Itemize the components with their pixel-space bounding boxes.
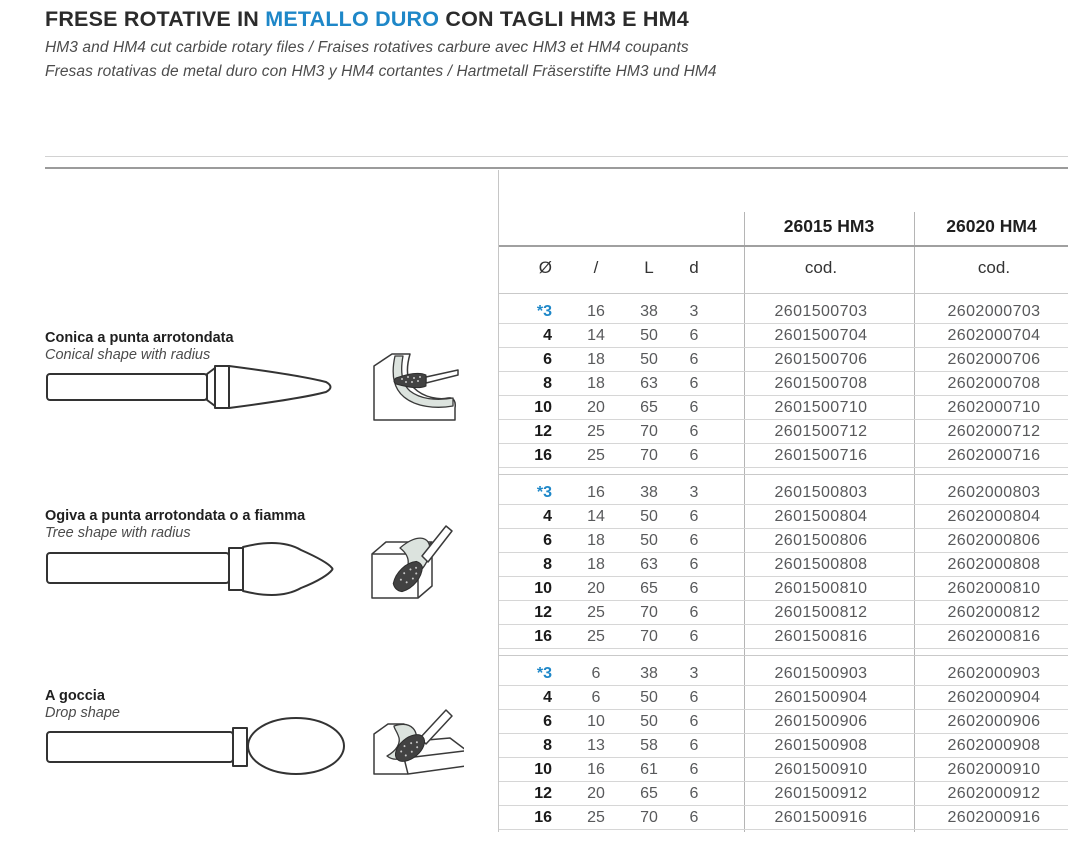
table-row xyxy=(499,481,1068,505)
cell-shank-diameter: 6 xyxy=(689,556,699,573)
title-suffix: CON TAGLI HM3 E HM4 xyxy=(439,7,689,31)
cell-shank-diameter: 6 xyxy=(689,327,699,344)
product-desc-tree: Tree shape with radius xyxy=(45,525,191,541)
cell-cut: 13 xyxy=(587,737,605,754)
table-row xyxy=(499,806,1068,830)
cell-diameter: 12 xyxy=(534,604,552,621)
cell-code-hm4: 2602000816 xyxy=(947,628,1041,645)
cell-diameter: 8 xyxy=(543,375,552,392)
cell-length: 70 xyxy=(640,628,658,645)
table-row xyxy=(499,300,1068,324)
burr-collar xyxy=(233,728,247,766)
cell-cut: 18 xyxy=(587,351,605,368)
cell-diameter: *3 xyxy=(536,484,552,501)
cell-code-hm4: 2602000908 xyxy=(947,737,1041,754)
cell-cut: 14 xyxy=(587,327,605,344)
cell-cut: 6 xyxy=(591,689,601,706)
col-header-shank: d xyxy=(689,258,699,277)
application-icon-conical xyxy=(362,348,460,424)
cell-cut: 16 xyxy=(587,484,605,501)
cell-code-hm4: 2602000706 xyxy=(947,351,1041,368)
tree-burr-drawing xyxy=(45,540,345,598)
cell-code-hm4: 2602000904 xyxy=(947,689,1041,706)
cell-code-hm3: 2601500812 xyxy=(774,604,868,621)
cell-code-hm4: 2602000812 xyxy=(947,604,1041,621)
cell-code-hm4: 2602000916 xyxy=(947,809,1041,826)
cell-code-hm3: 2601500910 xyxy=(774,761,868,778)
cell-cut: 6 xyxy=(591,665,601,682)
table-row xyxy=(499,662,1068,686)
cell-length: 50 xyxy=(640,689,658,706)
subtitle-en-fr: HM3 and HM4 cut carbide rotary files / Fraises rotatives carbure avec HM3 et HM4 coupants xyxy=(45,39,689,56)
cell-code-hm3: 2601500912 xyxy=(774,785,868,802)
cell-code-hm4: 2602000804 xyxy=(947,508,1041,525)
cell-diameter: 16 xyxy=(534,447,552,464)
cell-diameter: 10 xyxy=(534,761,552,778)
cell-code-hm3: 2601500706 xyxy=(774,351,868,368)
table-row xyxy=(499,420,1068,444)
burr-collar xyxy=(229,548,243,590)
col-header-cod-hm4: cod. xyxy=(977,258,1011,277)
burr-shank xyxy=(47,374,207,400)
cell-code-hm3: 2601500908 xyxy=(774,737,868,754)
application-icon-tree xyxy=(362,514,458,602)
cell-cut: 25 xyxy=(587,423,605,440)
cell-length: 50 xyxy=(640,351,658,368)
table-row xyxy=(499,601,1068,625)
cell-code-hm4: 2602000806 xyxy=(947,532,1041,549)
cell-cut: 20 xyxy=(587,580,605,597)
cell-code-hm3: 2601500703 xyxy=(774,303,868,320)
table-row xyxy=(499,782,1068,806)
cell-cut: 20 xyxy=(587,785,605,802)
cell-length: 63 xyxy=(640,556,658,573)
burr-rod xyxy=(426,370,458,383)
table-group-tree xyxy=(499,474,1068,649)
table-row xyxy=(499,444,1068,468)
product-name-tree: Ogiva a punta arrotondata o a fiamma xyxy=(45,508,306,524)
cell-diameter: 4 xyxy=(543,508,552,525)
cell-length: 38 xyxy=(640,665,658,682)
cell-length: 70 xyxy=(640,423,658,440)
cell-cut: 10 xyxy=(587,713,605,730)
table-row xyxy=(499,734,1068,758)
table-group-conical xyxy=(499,293,1068,468)
col-header-cod-hm3: cod. xyxy=(804,258,838,277)
cell-cut: 25 xyxy=(587,604,605,621)
cell-code-hm4: 2602000708 xyxy=(947,375,1041,392)
cell-diameter: *3 xyxy=(536,303,552,320)
cell-length: 50 xyxy=(640,713,658,730)
table-row xyxy=(499,553,1068,577)
cell-shank-diameter: 6 xyxy=(689,423,699,440)
cell-shank-diameter: 6 xyxy=(689,628,699,645)
cell-code-hm4: 2602000903 xyxy=(947,665,1041,682)
col-header-cut: / xyxy=(593,258,599,277)
cell-diameter: 6 xyxy=(543,713,552,730)
cell-code-hm3: 2601500708 xyxy=(774,375,868,392)
cell-code-hm3: 2601500916 xyxy=(774,809,868,826)
cell-diameter: 10 xyxy=(534,399,552,416)
product-table xyxy=(498,170,1068,832)
table-row xyxy=(499,686,1068,710)
cell-shank-diameter: 6 xyxy=(689,508,699,525)
cell-shank-diameter: 6 xyxy=(689,351,699,368)
cell-cut: 18 xyxy=(587,375,605,392)
cell-diameter: 12 xyxy=(534,423,552,440)
cell-shank-diameter: 6 xyxy=(689,737,699,754)
cell-shank-diameter: 6 xyxy=(689,375,699,392)
cell-code-hm4: 2602000712 xyxy=(947,423,1041,440)
cell-diameter: 6 xyxy=(543,351,552,368)
cell-code-hm3: 2601500904 xyxy=(774,689,868,706)
drop-burr-drawing xyxy=(45,714,345,778)
cell-code-hm3: 2601500803 xyxy=(774,484,868,501)
table-row xyxy=(499,577,1068,601)
burr-cutting-head xyxy=(243,543,333,595)
burr-shank xyxy=(47,732,233,762)
cell-length: 38 xyxy=(640,303,658,320)
cell-code-hm4: 2602000803 xyxy=(947,484,1041,501)
cell-cut: 18 xyxy=(587,532,605,549)
cell-shank-diameter: 6 xyxy=(689,447,699,464)
product-name-conical: Conica a punta arrotondata xyxy=(45,330,234,346)
cell-code-hm3: 2601500710 xyxy=(774,399,868,416)
cell-length: 50 xyxy=(640,327,658,344)
cell-length: 63 xyxy=(640,375,658,392)
cell-length: 65 xyxy=(640,785,658,802)
cell-code-hm3: 2601500906 xyxy=(774,713,868,730)
cell-code-hm3: 2601500808 xyxy=(774,556,868,573)
table-row xyxy=(499,348,1068,372)
table-row xyxy=(499,758,1068,782)
cell-code-hm4: 2602000716 xyxy=(947,447,1041,464)
cell-shank-diameter: 6 xyxy=(689,761,699,778)
table-row xyxy=(499,505,1068,529)
table-row xyxy=(499,529,1068,553)
top-rule-light xyxy=(45,156,1068,157)
application-icon-drop xyxy=(360,688,464,782)
table-row xyxy=(499,372,1068,396)
column-header-row xyxy=(499,247,1068,289)
cell-cut: 18 xyxy=(587,556,605,573)
cell-length: 65 xyxy=(640,399,658,416)
cell-shank-diameter: 3 xyxy=(689,303,699,320)
page-title xyxy=(45,7,689,32)
cell-code-hm4: 2602000710 xyxy=(947,399,1041,416)
title-highlight: METALLO DURO xyxy=(265,7,440,31)
cell-code-hm3: 2601500810 xyxy=(774,580,868,597)
cell-diameter: 6 xyxy=(543,532,552,549)
cell-cut: 25 xyxy=(587,809,605,826)
title-prefix: FRESE ROTATIVE IN xyxy=(45,7,266,31)
cell-shank-diameter: 6 xyxy=(689,689,699,706)
cell-length: 50 xyxy=(640,508,658,525)
cell-shank-diameter: 6 xyxy=(689,713,699,730)
col-header-length: L xyxy=(644,258,654,277)
product-desc-drop: Drop shape xyxy=(45,705,120,721)
product-name-drop: A goccia xyxy=(45,688,105,704)
burr-cutting-head xyxy=(248,718,344,774)
table-row xyxy=(499,396,1068,420)
cell-shank-diameter: 6 xyxy=(689,532,699,549)
cell-length: 70 xyxy=(640,604,658,621)
cell-code-hm4: 2602000810 xyxy=(947,580,1041,597)
cell-diameter: *3 xyxy=(536,665,552,682)
cell-code-hm3: 2601500903 xyxy=(774,665,868,682)
cell-length: 65 xyxy=(640,580,658,597)
series-header-hm4: 26020 HM4 xyxy=(946,216,1037,236)
top-rule-dark xyxy=(45,167,1068,169)
cell-code-hm3: 2601500716 xyxy=(774,447,868,464)
cell-length: 70 xyxy=(640,809,658,826)
cell-diameter: 4 xyxy=(543,689,552,706)
cell-cut: 16 xyxy=(587,303,605,320)
cell-code-hm4: 2602000808 xyxy=(947,556,1041,573)
cell-diameter: 10 xyxy=(534,580,552,597)
cell-diameter: 4 xyxy=(543,327,552,344)
cell-code-hm3: 2601500704 xyxy=(774,327,868,344)
series-header-hm3: 26015 HM3 xyxy=(783,216,875,236)
cell-cut: 16 xyxy=(587,761,605,778)
table-row xyxy=(499,625,1068,649)
cell-length: 38 xyxy=(640,484,658,501)
burr-shank xyxy=(47,553,229,583)
table-row xyxy=(499,324,1068,348)
cell-shank-diameter: 6 xyxy=(689,809,699,826)
cell-diameter: 16 xyxy=(534,809,552,826)
cell-length: 70 xyxy=(640,447,658,464)
burr-neck xyxy=(207,368,215,406)
subtitle-es-de: Fresas rotativas de metal duro con HM3 y HM4 cortantes / Hartmetall Fräserstifte HM3 und HM4 xyxy=(45,63,717,80)
cell-code-hm4: 2602000703 xyxy=(947,303,1041,320)
burr-cutting-head xyxy=(229,366,331,408)
table-row xyxy=(499,710,1068,734)
burr-collar xyxy=(215,366,229,408)
cell-diameter: 8 xyxy=(543,737,552,754)
cell-cut: 20 xyxy=(587,399,605,416)
cell-shank-diameter: 3 xyxy=(689,484,699,501)
cell-length: 50 xyxy=(640,532,658,549)
cell-code-hm4: 2602000704 xyxy=(947,327,1041,344)
cell-code-hm4: 2602000906 xyxy=(947,713,1041,730)
conical-burr-drawing xyxy=(45,362,355,414)
cell-shank-diameter: 6 xyxy=(689,399,699,416)
cell-cut: 25 xyxy=(587,447,605,464)
col-header-diameter: Ø xyxy=(538,258,552,277)
cell-shank-diameter: 3 xyxy=(689,665,699,682)
cell-cut: 25 xyxy=(587,628,605,645)
cell-diameter: 8 xyxy=(543,556,552,573)
product-desc-conical: Conical shape with radius xyxy=(45,347,211,363)
cell-length: 61 xyxy=(640,761,658,778)
cell-shank-diameter: 6 xyxy=(689,580,699,597)
table-group-drop xyxy=(499,655,1068,830)
cell-code-hm4: 2602000912 xyxy=(947,785,1041,802)
cell-shank-diameter: 6 xyxy=(689,785,699,802)
cell-code-hm3: 2601500712 xyxy=(774,423,868,440)
cell-shank-diameter: 6 xyxy=(689,604,699,621)
cell-code-hm3: 2601500816 xyxy=(774,628,868,645)
table-groups xyxy=(499,293,1068,830)
cell-diameter: 16 xyxy=(534,628,552,645)
cell-diameter: 12 xyxy=(534,785,552,802)
cell-code-hm4: 2602000910 xyxy=(947,761,1041,778)
cell-code-hm3: 2601500806 xyxy=(774,532,868,549)
cell-length: 58 xyxy=(640,737,658,754)
cell-cut: 14 xyxy=(587,508,605,525)
cell-code-hm3: 2601500804 xyxy=(774,508,868,525)
